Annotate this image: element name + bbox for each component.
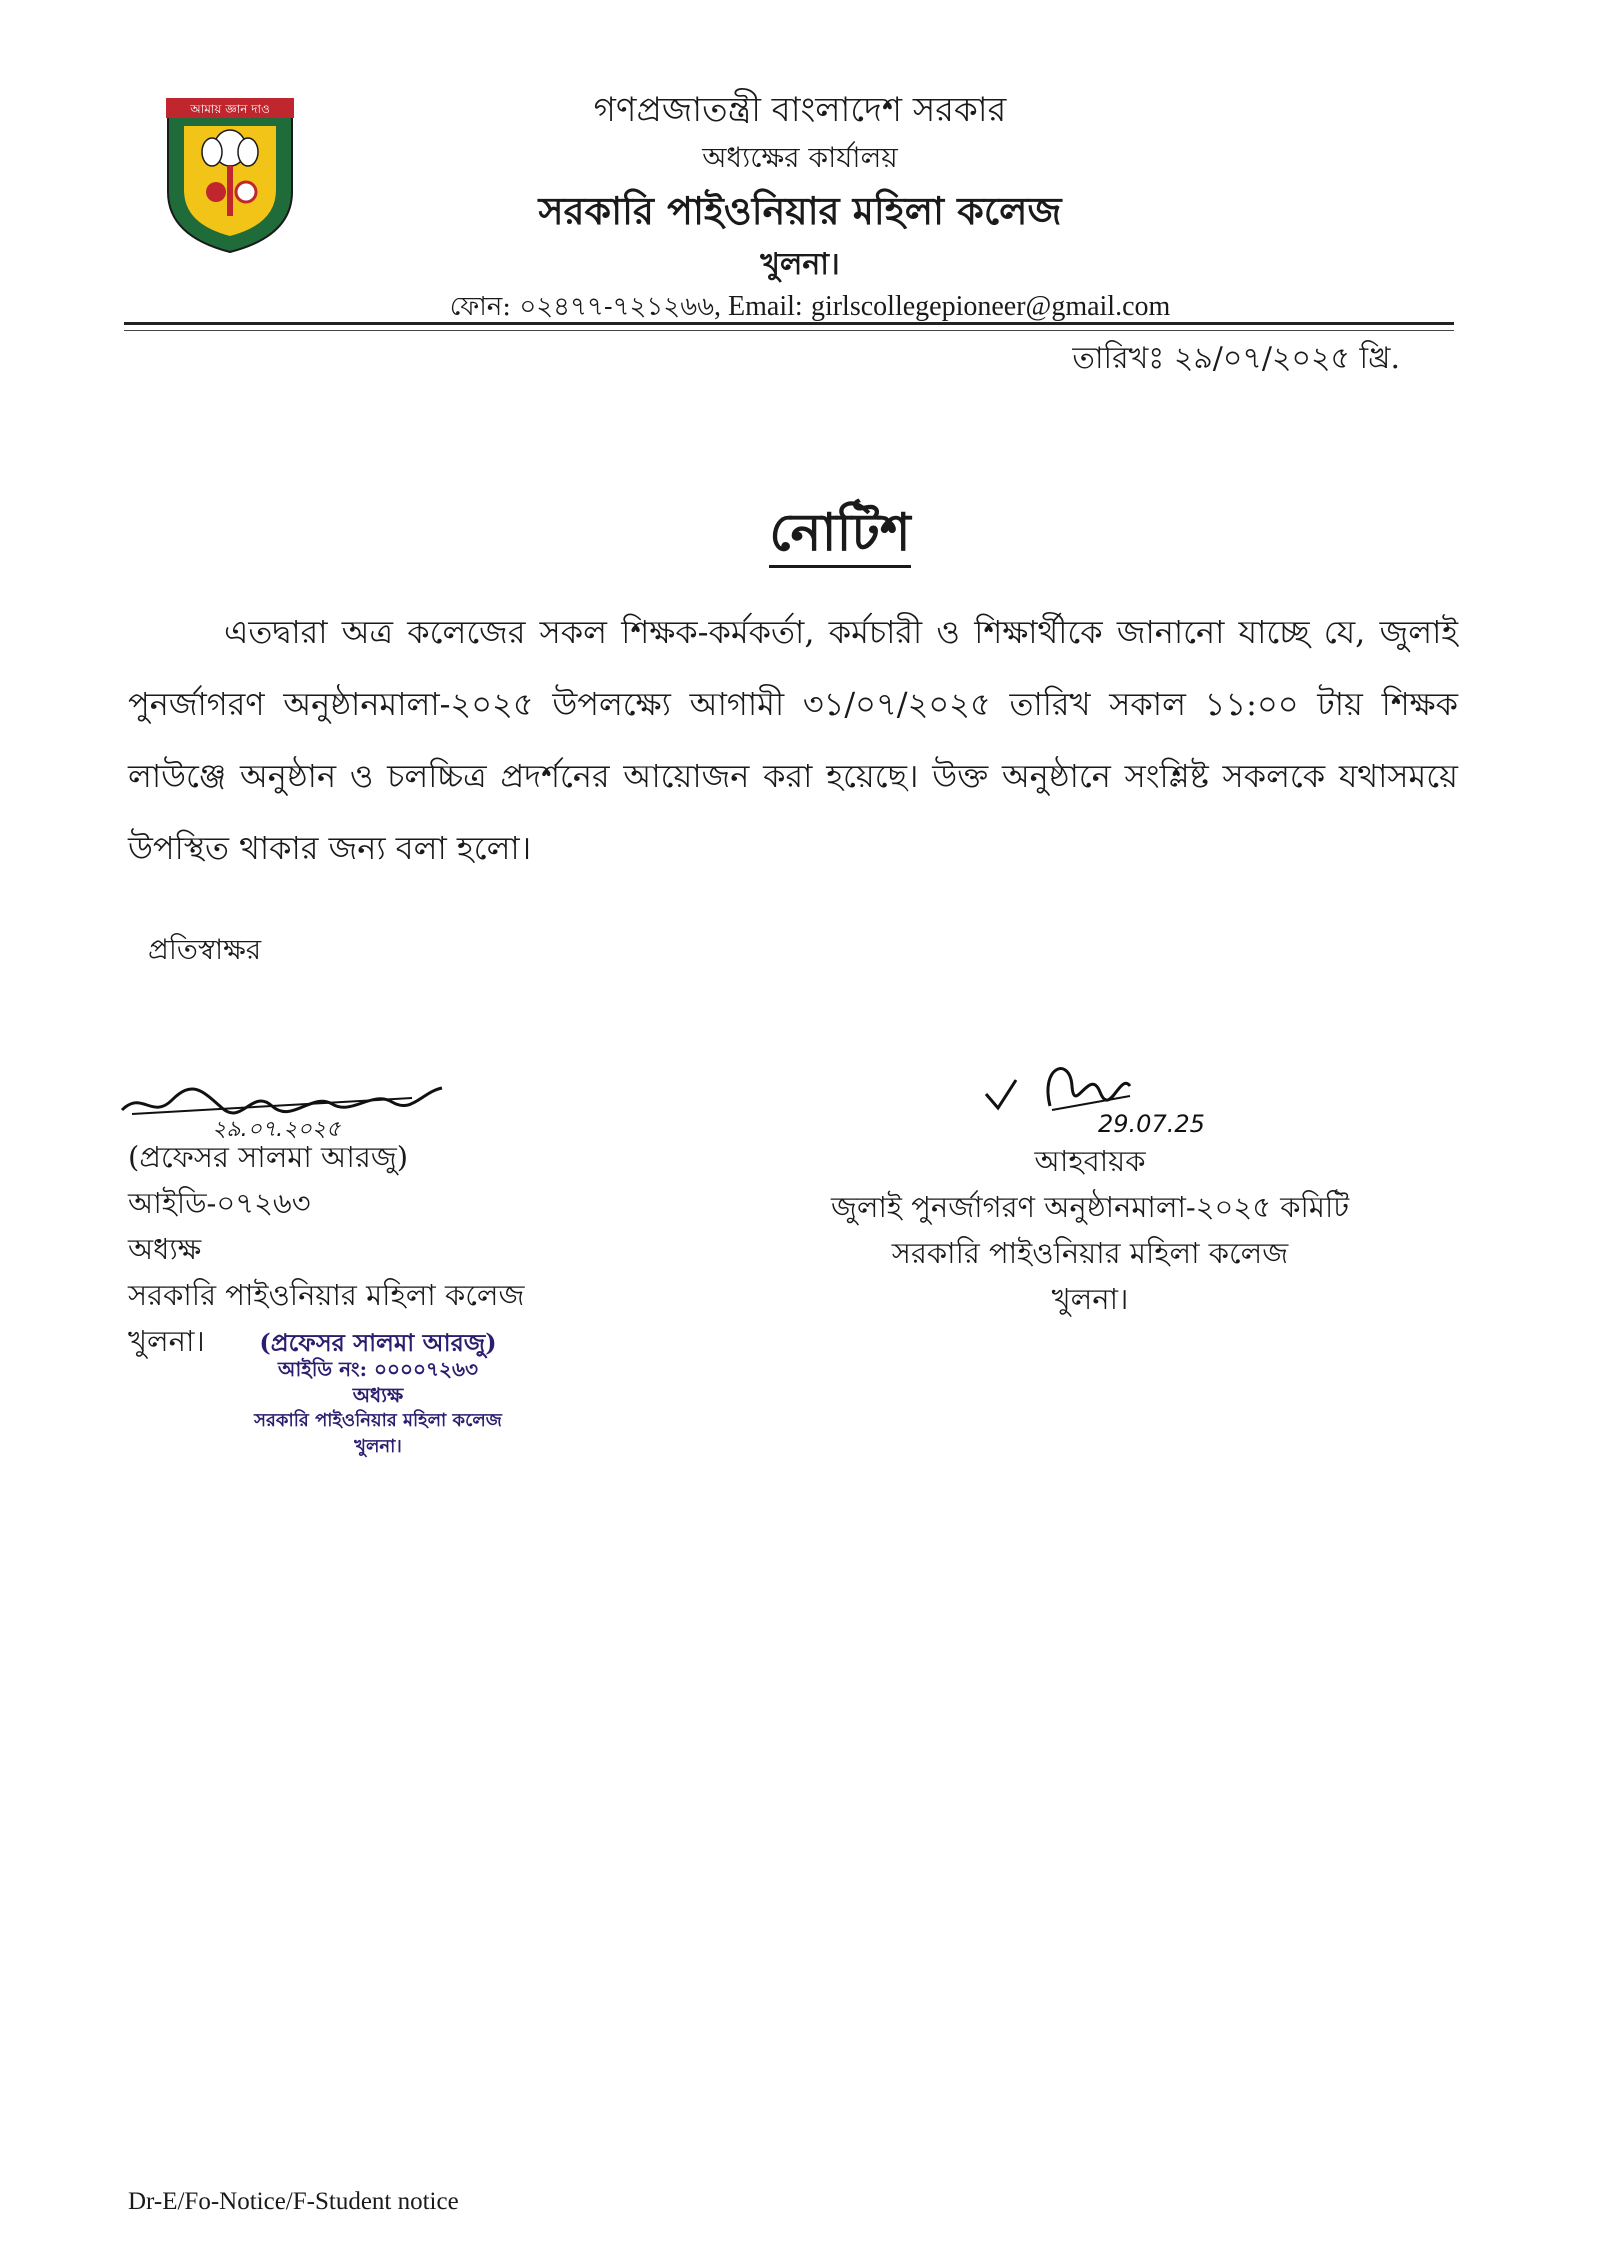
convener-signature xyxy=(980,1046,1240,1136)
principal-signature-date: ২৯.০৭.২০২৫ xyxy=(212,1117,341,1140)
notice-title xyxy=(0,492,1600,579)
principal-name: (প্রফেসর সালমা আরজু) xyxy=(128,1140,409,1174)
notice-body: এতদ্বারা অত্র কলেজের সকল শিক্ষক-কর্মকর্তা, কর্মচারী ও শিক্ষার্থীকে জানানো যাচ্ছে যে, জুলাই পুনর্জাগরণ অনুষ্ঠানমালা-২০২৫ উপলক্ষ্যে আগামী ৩১/০৭/২০২৫ তারিখ সকাল ১১:০০ টায় শিক্ষক লাউঞ্জে অনুষ্ঠান ও চলচ্চিত্র প্রদর্শনের আয়োজন করা হয়েছে। উক্ত অনুষ্ঠানে সংশ্লিষ্ট সকলকে যথাসময়ে উপস্থিত থাকার জন্য বলা হলো। xyxy=(128,613,1458,867)
office-title: অধ্যক্ষের কার্যালয় xyxy=(702,141,898,174)
official-stamp xyxy=(228,1330,528,1460)
countersign-label: প্রতিস্বাক্ষর xyxy=(148,933,262,966)
government-title: গণপ্রজাতন্ত্রী বাংলাদেশ সরকার xyxy=(593,90,1007,130)
convener-signature-date: 29.07.25 xyxy=(1098,1110,1205,1136)
email-address: girlscollegepioneer@gmail.com xyxy=(810,291,1171,322)
convener-committee: জুলাই পুনর্জাগরণ অনুষ্ঠানমালা-২০২৫ কমিটি xyxy=(830,1190,1350,1224)
principal-designation: অধ্যক্ষ xyxy=(128,1232,202,1266)
principal-city: খুলনা। xyxy=(128,1324,205,1358)
convener-institution: সরকারি পাইওনিয়ার মহিলা কলেজ xyxy=(891,1236,1289,1270)
convener-signature-block xyxy=(800,1138,1380,1322)
stamp-city: খুলনা। xyxy=(354,1436,402,1457)
email-label: , Email: xyxy=(714,291,803,322)
convener-city: খুলনা। xyxy=(1051,1282,1129,1316)
stamp-designation: অধ্যক্ষ xyxy=(352,1383,404,1407)
phone-number: ০২৪৭৭-৭২১২৬৬ xyxy=(519,292,715,322)
stamp-name: (প্রফেসর সালমা আরজু) xyxy=(259,1328,497,1357)
notice-title-text: নোটিশ xyxy=(769,502,910,568)
institution-title: সরকারি পাইওনিয়ার মহিলা কলেজ xyxy=(538,188,1062,233)
principal-signature xyxy=(112,1070,452,1140)
phone-label: ফোন: xyxy=(449,292,512,322)
document-footer-code: Dr-E/Fo-Notice/F-Student notice xyxy=(128,2188,459,2215)
notice-date: তারিখঃ ২৯/০৭/২০২৫ খ্রি. xyxy=(1072,341,1400,376)
institution-city: খুলনা। xyxy=(760,247,840,282)
principal-id: আইডি-০৭২৬৩ xyxy=(128,1186,311,1220)
header-divider-thin xyxy=(124,330,1454,331)
logo-text: আমায় জ্ঞান দাও xyxy=(190,102,270,116)
principal-institution: সরকারি পাইওনিয়ার মহিলা কলেজ xyxy=(128,1278,525,1312)
stamp-id: আইডি নং: ০০০০৭২৬৩ xyxy=(277,1357,479,1381)
stamp-institution: সরকারি পাইওনিয়ার মহিলা কলেজ xyxy=(254,1410,502,1431)
header-divider xyxy=(124,322,1454,325)
convener-role: আহবায়ক xyxy=(1034,1144,1146,1178)
